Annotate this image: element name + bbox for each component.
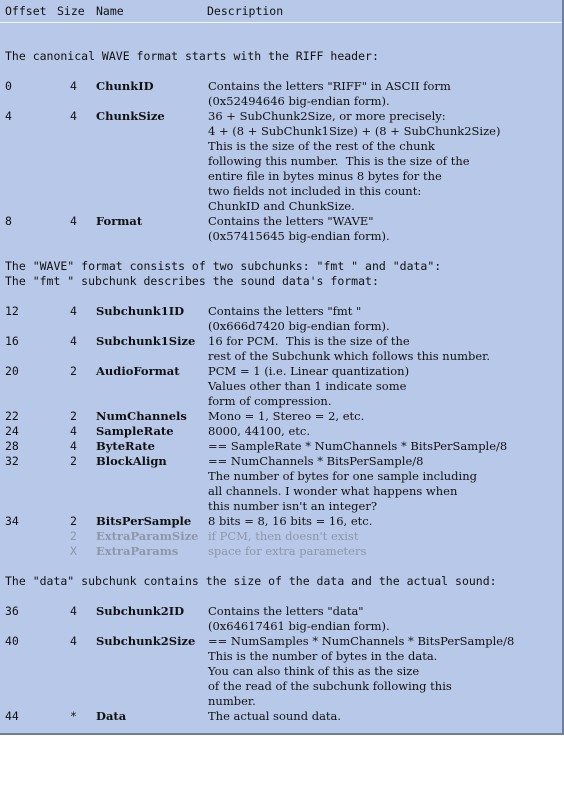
name-cell: ChunkID: [96, 79, 154, 93]
offset-cell: 8: [5, 214, 12, 228]
size-cell: 2: [70, 364, 77, 378]
name-cell: ByteRate: [96, 439, 155, 453]
size-cell: 4: [70, 79, 77, 93]
name-cell: SampleRate: [96, 424, 174, 438]
size-cell: *: [70, 709, 77, 723]
name-cell: Subchunk2ID: [96, 604, 185, 618]
name-cell: AudioFormat: [96, 364, 180, 378]
name-cell: NumChannels: [96, 409, 187, 423]
name-cell: BitsPerSample: [96, 514, 192, 528]
description-cell: if PCM, then doesn't exist: [208, 529, 359, 543]
header-name: Name: [96, 4, 124, 18]
intro-fmt-line-2: The "fmt " subchunk describes the sound data's format:: [5, 274, 379, 288]
offset-cell: 24: [5, 424, 19, 438]
description-cell: 8 bits = 8, 16 bits = 16, etc.: [208, 514, 373, 528]
name-cell: ExtraParams: [96, 544, 179, 558]
description-cell: == SampleRate * NumChannels * BitsPerSample/8: [208, 439, 508, 453]
name-cell: Subchunk2Size: [96, 634, 196, 648]
intro-riff: The canonical WAVE format starts with the RIFF header:: [5, 49, 379, 63]
offset-cell: 4: [5, 109, 12, 123]
intro-data: The "data" subchunk contains the size of the data and the actual sound:: [5, 574, 497, 588]
table-row: [0, 709, 562, 799]
name-cell: Format: [96, 214, 143, 228]
size-cell: 4: [70, 634, 77, 648]
offset-cell: 28: [5, 439, 19, 453]
header-description: Description: [207, 4, 284, 18]
size-cell: 2: [70, 529, 77, 543]
name-cell: Subchunk1Size: [96, 334, 196, 348]
header-size: Size: [57, 4, 85, 18]
size-cell: 2: [70, 454, 77, 468]
size-cell: 4: [70, 439, 77, 453]
name-cell: ExtraParamSize: [96, 529, 199, 543]
name-cell: BlockAlign: [96, 454, 167, 468]
size-cell: X: [70, 544, 77, 558]
offset-cell: 16: [5, 334, 19, 348]
description-cell: == NumSamples * NumChannels * BitsPerSample/8 This is the number of bytes in the data. You can also think of this as the size of the read of the subchunk following this number.: [208, 634, 515, 708]
offset-cell: 36: [5, 604, 19, 618]
size-cell: 4: [70, 424, 77, 438]
description-cell: space for extra parameters: [208, 544, 367, 558]
description-cell: Contains the letters "fmt " (0x666d7420 big-endian form).: [208, 304, 390, 333]
offset-cell: 0: [5, 79, 12, 93]
name-cell: ChunkSize: [96, 109, 165, 123]
description-cell: Contains the letters "data" (0x64617461 big-endian form).: [208, 604, 390, 633]
description-cell: Contains the letters "RIFF" in ASCII form (0x52494646 big-endian form).: [208, 79, 451, 108]
offset-cell: 22: [5, 409, 19, 423]
intro-fmt-line-1: The "WAVE" format consists of two subchunks: "fmt " and "data":: [5, 259, 442, 273]
table-row: [0, 109, 562, 213]
size-cell: 2: [70, 409, 77, 423]
description-cell: 8000, 44100, etc.: [208, 424, 310, 438]
size-cell: 4: [70, 334, 77, 348]
description-cell: 16 for PCM. This is the size of the rest of the Subchunk which follows this number.: [208, 334, 491, 363]
description-cell: The actual sound data.: [208, 709, 342, 723]
offset-cell: 44: [5, 709, 19, 723]
description-cell: Contains the letters "WAVE" (0x57415645 big-endian form).: [208, 214, 390, 243]
size-cell: 2: [70, 514, 77, 528]
header-offset: Offset: [5, 4, 47, 18]
offset-cell: 12: [5, 304, 19, 318]
offset-cell: 20: [5, 364, 19, 378]
name-cell: Subchunk1ID: [96, 304, 185, 318]
offset-cell: 40: [5, 634, 19, 648]
size-cell: 4: [70, 109, 77, 123]
offset-cell: 34: [5, 514, 19, 528]
offset-cell: 32: [5, 454, 19, 468]
size-cell: 4: [70, 214, 77, 228]
header-divider: [0, 22, 562, 23]
description-cell: == NumChannels * BitsPerSample/8 The number of bytes for one sample including all channels. I wonder what happens when this number isn't an integer?: [208, 454, 477, 513]
description-cell: 36 + SubChunk2Size, or more precisely: 4 + (8 + SubChunk1Size) + (8 + SubChunk2Size) This is the size of the rest of the chunk following this number. This is the size of the entire file in bytes minus 8 bytes for the two fields not included in this count: ChunkID and ChunkSize.: [208, 109, 501, 213]
description-cell: PCM = 1 (i.e. Linear quantization) Values other than 1 indicate some form of compression.: [208, 364, 410, 408]
size-cell: 4: [70, 304, 77, 318]
size-cell: 4: [70, 604, 77, 618]
name-cell: Data: [96, 709, 127, 723]
description-cell: Mono = 1, Stereo = 2, etc.: [208, 409, 365, 423]
